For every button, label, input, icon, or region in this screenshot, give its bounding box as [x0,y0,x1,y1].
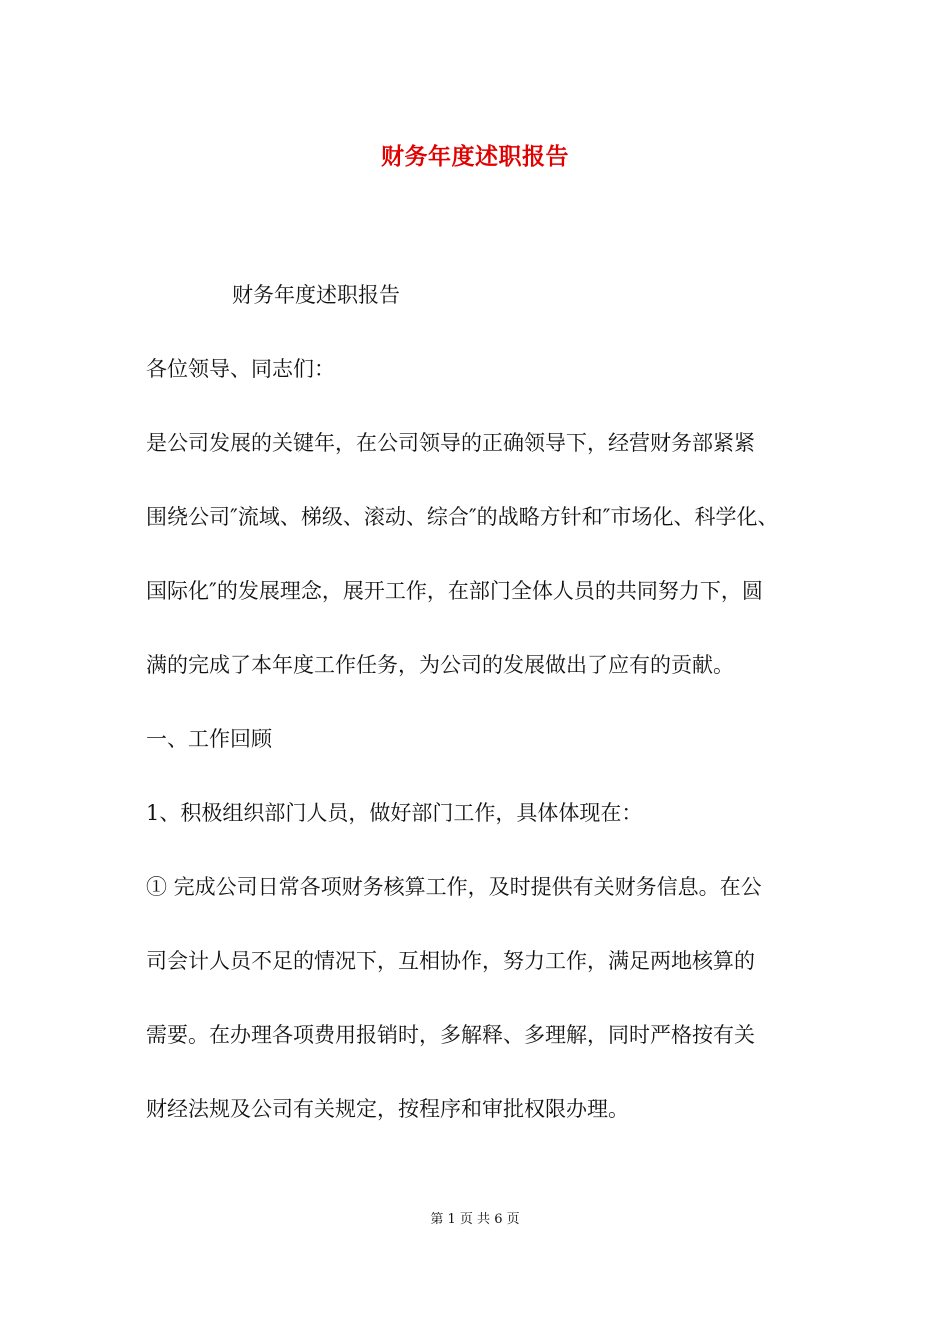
paragraph-line: 财经法规及公司有关规定，按程序和审批权限办理。 [146,1097,629,1121]
paragraph-line: 司会计人员不足的情况下，互相协作，努力工作，满足两地核算的 [146,949,755,973]
paragraph-line: 满的完成了本年度工作任务，为公司的发展做出了应有的贡献。 [146,653,734,677]
salutation-line: 各位领导、同志们： [146,357,335,381]
document-subtitle: 财务年度述职报告 [232,283,400,307]
subsection-heading: 1、积极组织部门人员，做好部门工作，具体体现在： [146,801,643,825]
page-number-footer: 第 1 页 共 6 页 [430,1212,520,1227]
document-title: 财务年度述职报告 [381,143,569,170]
paragraph-line: ① 完成公司日常各项财务核算工作，及时提供有关财务信息。在公 [146,875,762,899]
paragraph-line: 需要。在办理各项费用报销时，多解释、多理解，同时严格按有关 [146,1023,755,1047]
section-heading: 一、工作回顾 [146,727,272,751]
paragraph-line: 是公司发展的关键年，在公司领导的正确领导下，经营财务部紧紧 [146,431,755,455]
paragraph-line: 围绕公司″流域、梯级、滚动、综合″的战略方针和″市场化、科学化、 [146,505,779,529]
paragraph-line: 国际化″的发展理念，展开工作，在部门全体人员的共同努力下，圆 [146,579,763,603]
